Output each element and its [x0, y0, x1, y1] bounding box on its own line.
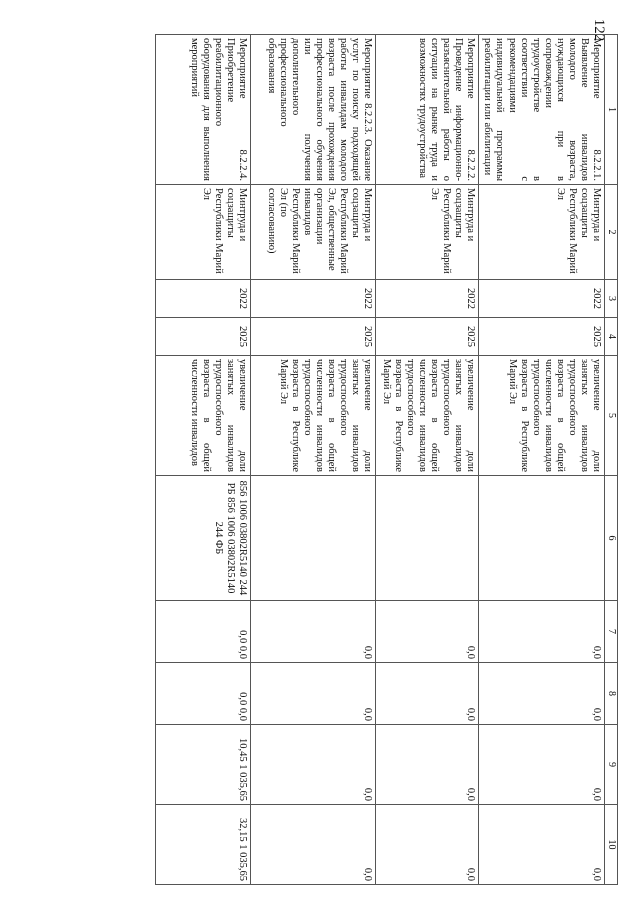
end-year-cell: 2025 — [156, 318, 251, 356]
budget-code-cell — [251, 476, 376, 601]
column-header: 8 — [605, 663, 618, 725]
indicator-cell: увеличение доли занятых инвалидов трудоспособного возраста в общей численности инвалидов трудоспособного возраста в Республике Марий Эл — [251, 356, 376, 476]
measure-cell: Мероприятие 8.2.2.3. Оказание услуг по поиску подходящей работы инвалидам молодого возраста после прохождения профессионального обучения или получения дополнительного профессионального образования — [251, 35, 376, 185]
executor-cell: Минтруда и соцзащиты Республики Марий Эл — [376, 185, 479, 280]
end-year-cell: 2025 — [479, 318, 605, 356]
start-year-cell: 2022 — [251, 280, 376, 318]
table-row — [156, 35, 251, 885]
indicator-cell: увеличение доли занятых инвалидов трудоспособного возраста в общей численности инвалидов трудоспособного возраста в Республике Марий Эл — [479, 356, 605, 476]
start-year-cell: 2022 — [479, 280, 605, 318]
column-header: 2 — [605, 185, 618, 280]
value-cell: 0,0 — [251, 725, 376, 805]
start-year-cell: 2022 — [156, 280, 251, 318]
column-header: 7 — [605, 601, 618, 663]
value-cell: 0,0 — [479, 601, 605, 663]
value-cell: 0,0 — [251, 663, 376, 725]
value-cell: 0,0 — [251, 805, 376, 885]
start-year-cell: 2022 — [376, 280, 479, 318]
column-header: 10 — [605, 805, 618, 885]
budget-code-cell — [376, 476, 479, 601]
indicator-cell: увеличение доли занятых инвалидов трудоспособного возраста в общей численности инвалидов трудоспособного возраста в Республике Марий Эл — [376, 356, 479, 476]
value-cell: 0,0 — [479, 725, 605, 805]
value-cell: 10,45 1 035,65 — [156, 725, 251, 805]
executor-cell: Минтруда и соцзащиты Республики Марий Эл — [156, 185, 251, 280]
end-year-cell: 2025 — [376, 318, 479, 356]
table-row — [376, 35, 479, 885]
value-cell: 0,0 — [251, 601, 376, 663]
value-cell: 0,0 0,0 — [156, 663, 251, 725]
table-row — [479, 35, 605, 885]
program-measures-table — [155, 34, 618, 885]
table-row — [251, 35, 376, 885]
executor-cell: Минтруда и соцзащиты Республики Марий Эл — [479, 185, 605, 280]
column-header: 4 — [605, 318, 618, 356]
value-cell: 0,0 — [479, 805, 605, 885]
budget-code-cell — [479, 476, 605, 601]
program-table-wrapper — [0, 34, 618, 884]
page-number: 122 — [591, 18, 607, 42]
value-cell: 0,0 — [479, 663, 605, 725]
column-header: 6 — [605, 476, 618, 601]
value-cell: 0,0 — [376, 663, 479, 725]
budget-code-cell: 856 1006 03802R5140 244 РБ 856 1006 03802R5140 244 ФБ — [156, 476, 251, 601]
column-header: 3 — [605, 280, 618, 318]
column-number-row — [605, 35, 618, 885]
value-cell: 0,0 — [376, 725, 479, 805]
measure-cell: Мероприятие 8.2.2.2. Проведение информационно-разъяснительной работы о ситуации на рынке труда и возможностях трудоустройства — [376, 35, 479, 185]
value-cell: 0,0 0,0 — [156, 601, 251, 663]
measure-cell: Мероприятие 8.2.2.4. Приобретение реабилитационного оборудования для выполнения мероприятий — [156, 35, 251, 185]
indicator-cell: увеличение доли занятых инвалидов трудоспособного возраста в общей численности инвалидов — [156, 356, 251, 476]
measure-cell: Мероприятие 8.2.2.1. Выявление инвалидов молодого возраста, нуждающихся при в сопровождении трудоустройстве в соответствии с рекомендациями индивидуальной программы реабилитации или абилитации — [479, 35, 605, 185]
column-header: 5 — [605, 356, 618, 476]
end-year-cell: 2025 — [251, 318, 376, 356]
value-cell: 0,0 — [376, 601, 479, 663]
value-cell: 0,0 — [376, 805, 479, 885]
value-cell: 32,15 1 035,65 — [156, 805, 251, 885]
column-header: 9 — [605, 725, 618, 805]
column-header: 1 — [605, 35, 618, 185]
executor-cell: Минтруда и соцзащиты Республики Марий Эл, общественные организации инвалидов Республики Марий Эл (по согласованию) — [251, 185, 376, 280]
